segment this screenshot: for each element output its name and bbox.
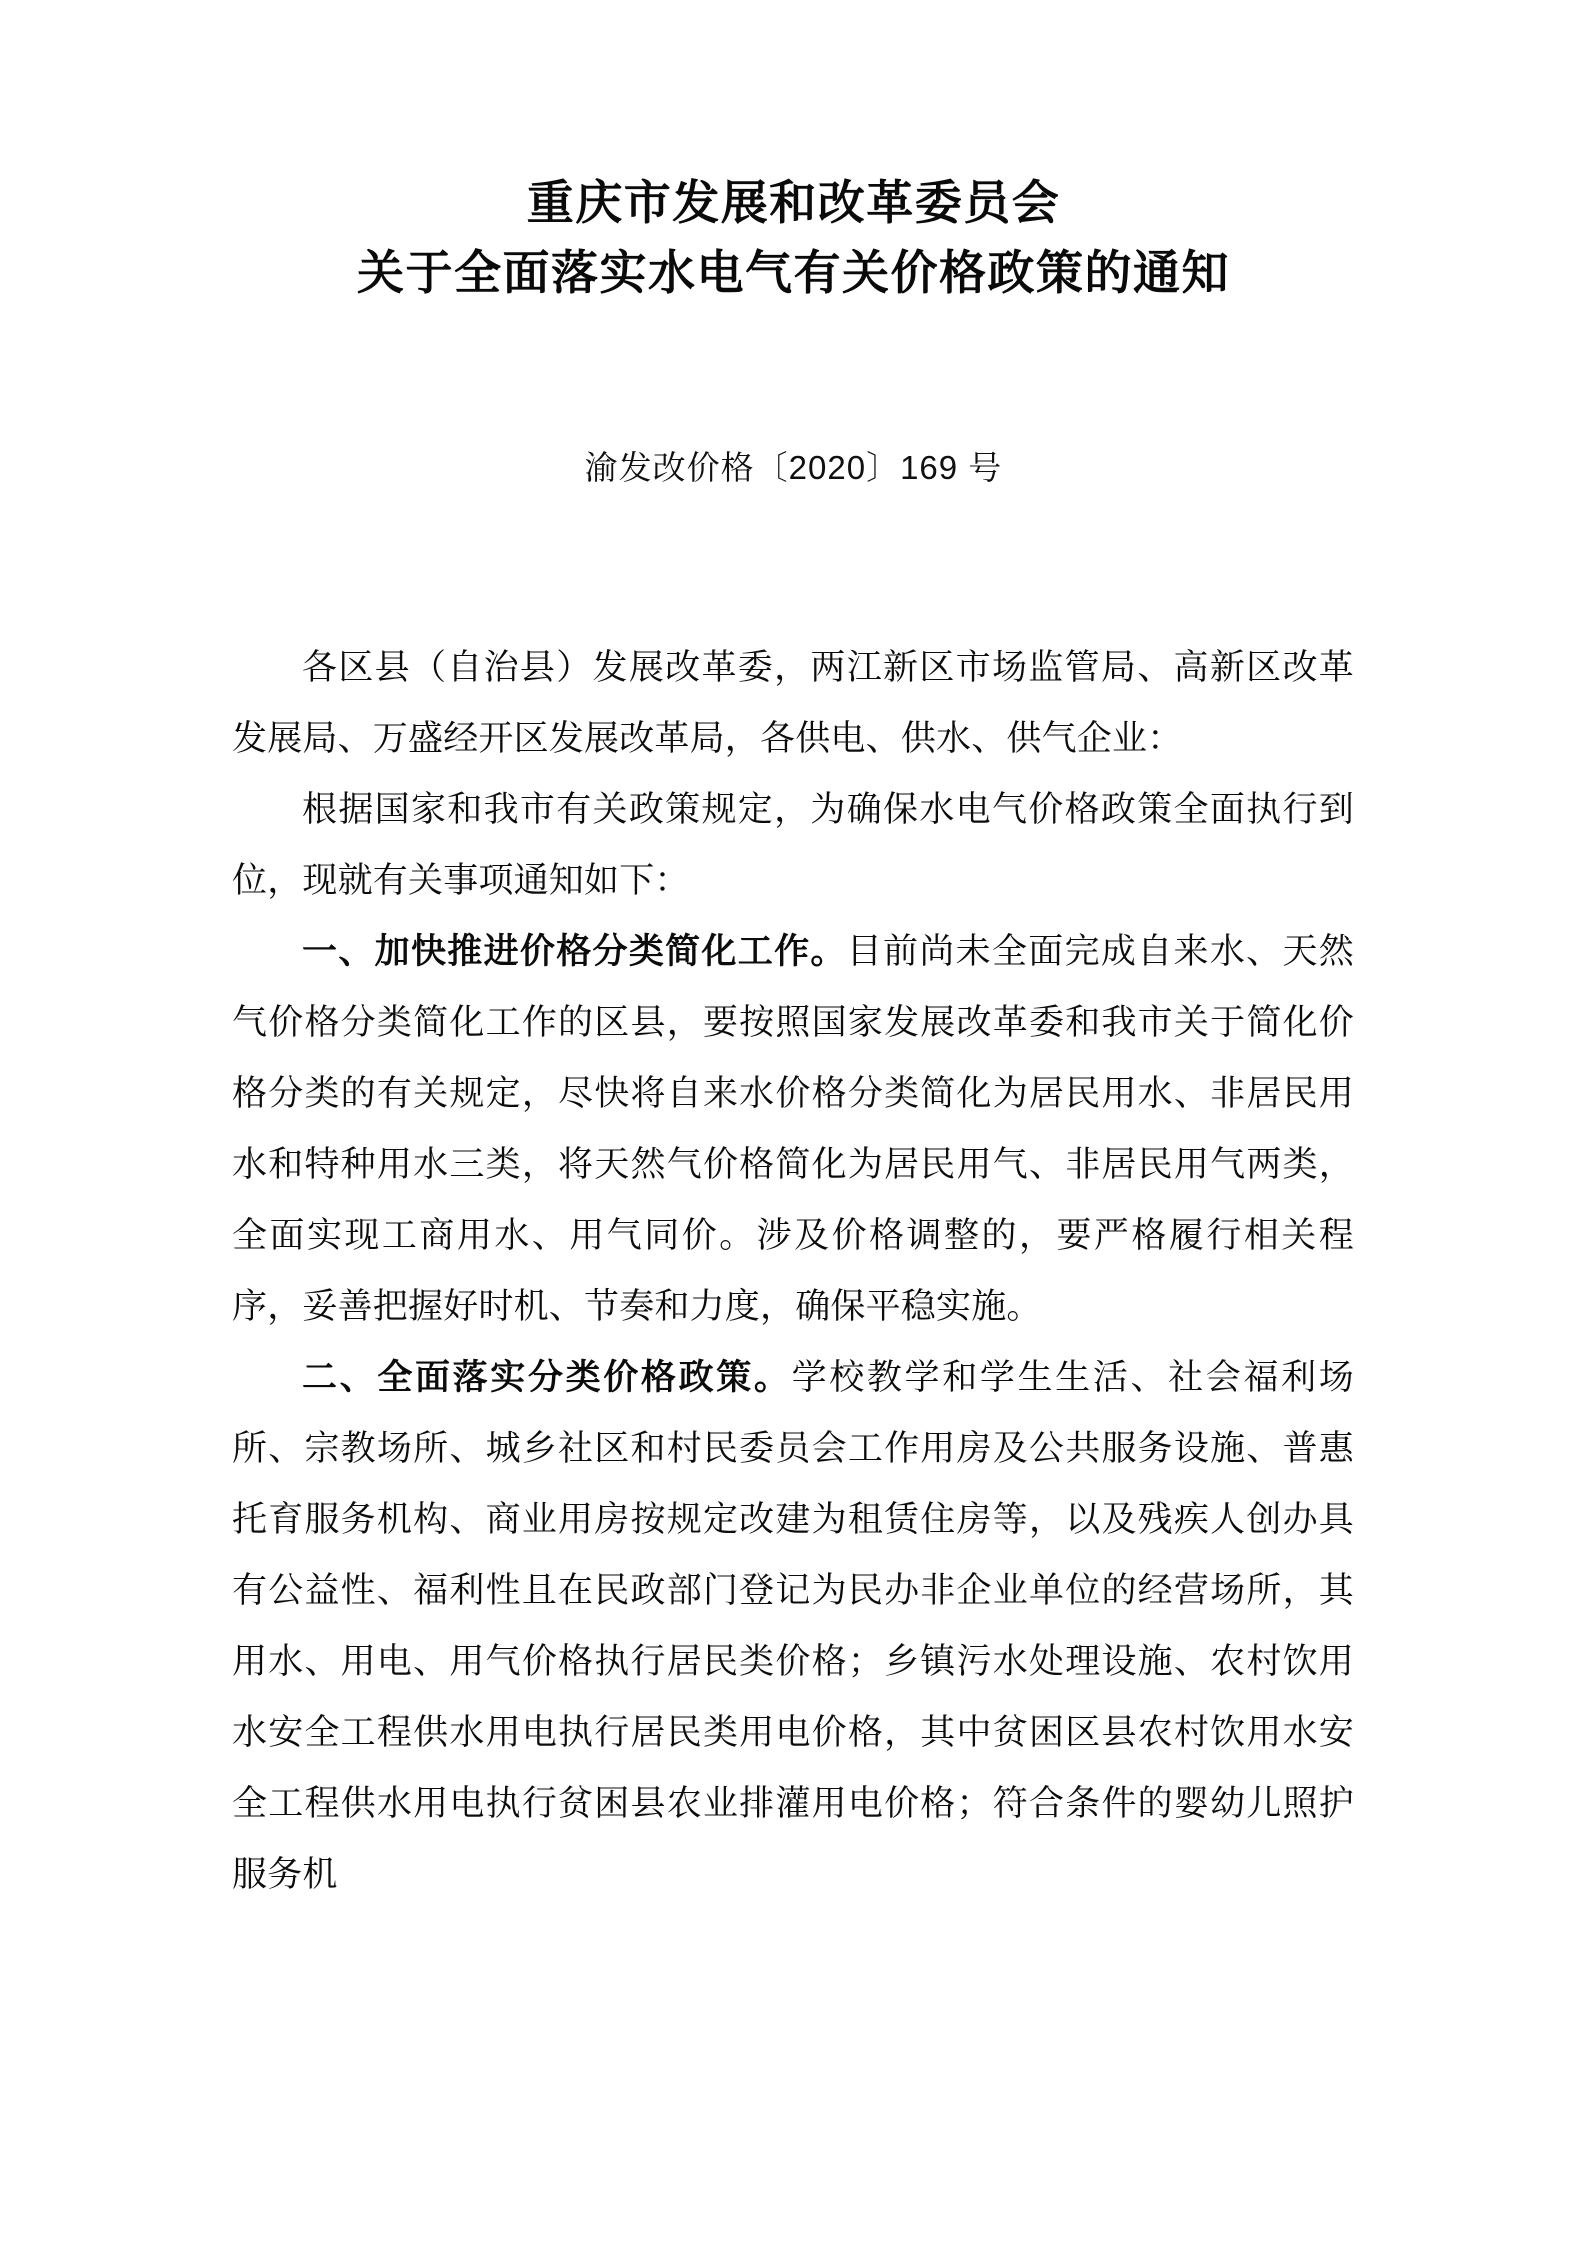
- document-title: [0, 170, 1587, 309]
- section-2-text: 学校教学和学生生活、社会福利场所、宗教场所、城乡社区和村民委员会工作用房及公共服务设施、普惠托育服务机构、商业用房按规定改建为租赁住房等，以及残疾人创办具有公益性、福利性且在民政部门登记为民办非企业单位的经营场所，其用水、用电、用气价格执行居民类价格；乡镇污水处理设施、农村饮用水安全工程供水用电执行居民类用电价格，其中贫困区县农村饮用水安全工程供水用电执行贫困县农业排灌用电价格；符合条件的婴幼儿照护服务机: [232, 1358, 1354, 1894]
- paragraph-preamble: 根据国家和我市有关政策规定，为确保水电气价格政策全面执行到位，现就有关事项通知如下：: [232, 790, 1354, 900]
- document-body: [232, 632, 1354, 1910]
- title-line-organization: 重庆市发展和改革委员会: [526, 178, 1061, 230]
- paragraph-section-1: [232, 916, 1354, 1342]
- section-1-lead: 一、加快推进价格分类简化工作。: [302, 932, 847, 971]
- document-number: 渝发改价格〔2020〕169 号: [584, 449, 1003, 486]
- paragraph-addressee: 各区县（自治县）发展改革委，两江新区市场监管局、高新区改革发展局、万盛经开区发展改革局，各供电、供水、供气企业：: [232, 648, 1354, 758]
- paragraph-section-2: [232, 1342, 1354, 1910]
- title-line-subject: 关于全面落实水电气有关价格政策的通知: [357, 247, 1230, 300]
- section-2-lead: 二、全面落实分类价格政策。: [302, 1358, 792, 1397]
- section-1-text: 目前尚未全面完成自来水、天然气价格分类简化工作的区县，要按照国家发展改革委和我市关于简化价格分类的有关规定，尽快将自来水价格分类简化为居民用水、非居民用水和特种用水三类，将天然气价格简化为居民用气、非居民用气两类，全面实现工商用水、用气同价。涉及价格调整的，要严格履行相关程序，妥善把握好时机、节奏和力度，确保平稳实施。: [232, 932, 1354, 1326]
